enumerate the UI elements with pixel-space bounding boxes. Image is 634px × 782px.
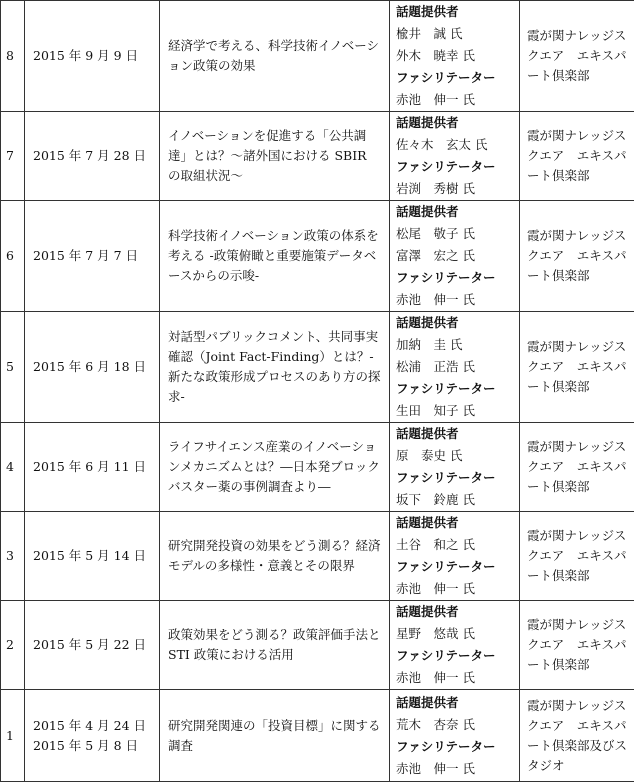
topic-title: 研究開発投資の効果をどう測る？経済モデルの多様性・意義とその限界 [160, 512, 390, 601]
person-name: 荒木 杏奈 氏 [396, 714, 513, 736]
table-row [1, 312, 634, 423]
venue-cell: 霞が関ナレッジスクエア エキスパート倶楽部 [520, 512, 634, 601]
row-number: 4 [1, 423, 25, 512]
venue-cell: 霞が関ナレッジスクエア エキスパート倶楽部及びスタジオ [520, 690, 634, 782]
date-text: 2015 年 6 月 18 日 [33, 357, 153, 377]
row-number: 5 [1, 312, 25, 423]
venue-cell: 霞が関ナレッジスクエア エキスパート倶楽部 [520, 1, 634, 112]
person-name: 富澤 宏之 氏 [396, 245, 513, 267]
table-row [1, 512, 634, 601]
table-row [1, 601, 634, 690]
role-label: ファシリテーター [396, 378, 513, 400]
role-label: 話題提供者 [396, 692, 513, 714]
date-text: 2015 年 5 月 14 日 [33, 546, 153, 566]
role-label: ファシリテーター [396, 556, 513, 578]
date-cell [25, 423, 160, 512]
table-row [1, 423, 634, 512]
person-name: 佐々木 玄太 氏 [396, 134, 513, 156]
role-label: ファシリテーター [396, 267, 513, 289]
date-cell [25, 690, 160, 782]
person-name: 赤池 伸一 氏 [396, 289, 513, 311]
person-name: 赤池 伸一 氏 [396, 89, 513, 111]
topic-title: 経済学で考える、科学技術イノベーション政策の効果 [160, 1, 390, 112]
role-label: 話題提供者 [396, 512, 513, 534]
person-name: 土谷 和之 氏 [396, 534, 513, 556]
row-number: 2 [1, 601, 25, 690]
topic-title: 研究開発関連の「投資目標」に関する調査 [160, 690, 390, 782]
date-text: 2015 年 7 月 28 日 [33, 146, 153, 166]
date-cell [25, 312, 160, 423]
person-name: 星野 悠哉 氏 [396, 623, 513, 645]
role-label: ファシリテーター [396, 645, 513, 667]
seminar-table-body [1, 1, 634, 782]
venue-cell: 霞が関ナレッジスクエア エキスパート倶楽部 [520, 312, 634, 423]
date-text: 2015 年 4 月 24 日 [33, 716, 153, 736]
role-label: 話題提供者 [396, 312, 513, 334]
topic-title: 科学技術イノベーション政策の体系を考える -政策俯瞰と重要施策データベースからの示唆- [160, 201, 390, 312]
role-label: ファシリテーター [396, 467, 513, 489]
date-cell [25, 601, 160, 690]
row-number: 6 [1, 201, 25, 312]
person-name: 赤池 伸一 氏 [396, 758, 513, 780]
venue-cell: 霞が関ナレッジスクエア エキスパート倶楽部 [520, 201, 634, 312]
person-name: 原 泰史 氏 [396, 445, 513, 467]
table-row [1, 690, 634, 782]
venue-cell: 霞が関ナレッジスクエア エキスパート倶楽部 [520, 112, 634, 201]
row-number: 8 [1, 1, 25, 112]
date-text: 2015 年 5 月 22 日 [33, 635, 153, 655]
table-row [1, 1, 634, 112]
topic-title: ライフサイエンス産業のイノベーションメカニズムとは？―日本発ブロックバスター薬の事例調査より― [160, 423, 390, 512]
date-text: 2015 年 9 月 9 日 [33, 46, 153, 66]
person-name: 岩渕 秀樹 氏 [396, 178, 513, 200]
date-cell [25, 512, 160, 601]
person-name: 加納 圭 氏 [396, 334, 513, 356]
speakers-cell [390, 423, 520, 512]
date-text: 2015 年 7 月 7 日 [33, 246, 153, 266]
row-number: 3 [1, 512, 25, 601]
person-name: 赤池 伸一 氏 [396, 667, 513, 689]
person-name: 赤池 伸一 氏 [396, 578, 513, 600]
speakers-cell [390, 512, 520, 601]
role-label: ファシリテーター [396, 736, 513, 758]
role-label: ファシリテーター [396, 67, 513, 89]
speakers-cell [390, 690, 520, 782]
venue-cell: 霞が関ナレッジスクエア エキスパート倶楽部 [520, 423, 634, 512]
person-name: 楡井 誠 氏 [396, 23, 513, 45]
role-label: 話題提供者 [396, 1, 513, 23]
date-text: 2015 年 5 月 8 日 [33, 736, 153, 756]
topic-title: イノベーションを促進する「公共調達」とは？～諸外国における SBIR の取組状況～ [160, 112, 390, 201]
role-label: 話題提供者 [396, 201, 513, 223]
speakers-cell [390, 601, 520, 690]
person-name: 生田 知子 氏 [396, 400, 513, 422]
role-label: 話題提供者 [396, 112, 513, 134]
topic-title: 対話型パブリックコメント、共同事実確認（Joint Fact-Finding）とは？-新たな政策形成プロセスのあり方の探求- [160, 312, 390, 423]
speakers-cell [390, 112, 520, 201]
date-cell [25, 1, 160, 112]
person-name: 松浦 正浩 氏 [396, 356, 513, 378]
date-cell [25, 201, 160, 312]
person-name: 松尾 敬子 氏 [396, 223, 513, 245]
date-cell [25, 112, 160, 201]
speakers-cell [390, 1, 520, 112]
role-label: 話題提供者 [396, 601, 513, 623]
person-name: 坂下 鈴鹿 氏 [396, 489, 513, 511]
date-text: 2015 年 6 月 11 日 [33, 457, 153, 477]
topic-title: 政策効果をどう測る？政策評価手法と STI 政策における活用 [160, 601, 390, 690]
table-row [1, 112, 634, 201]
table-row [1, 201, 634, 312]
speakers-cell [390, 312, 520, 423]
person-name: 外木 暁幸 氏 [396, 45, 513, 67]
role-label: ファシリテーター [396, 156, 513, 178]
row-number: 1 [1, 690, 25, 782]
speakers-cell [390, 201, 520, 312]
row-number: 7 [1, 112, 25, 201]
role-label: 話題提供者 [396, 423, 513, 445]
venue-cell: 霞が関ナレッジスクエア エキスパート倶楽部 [520, 601, 634, 690]
